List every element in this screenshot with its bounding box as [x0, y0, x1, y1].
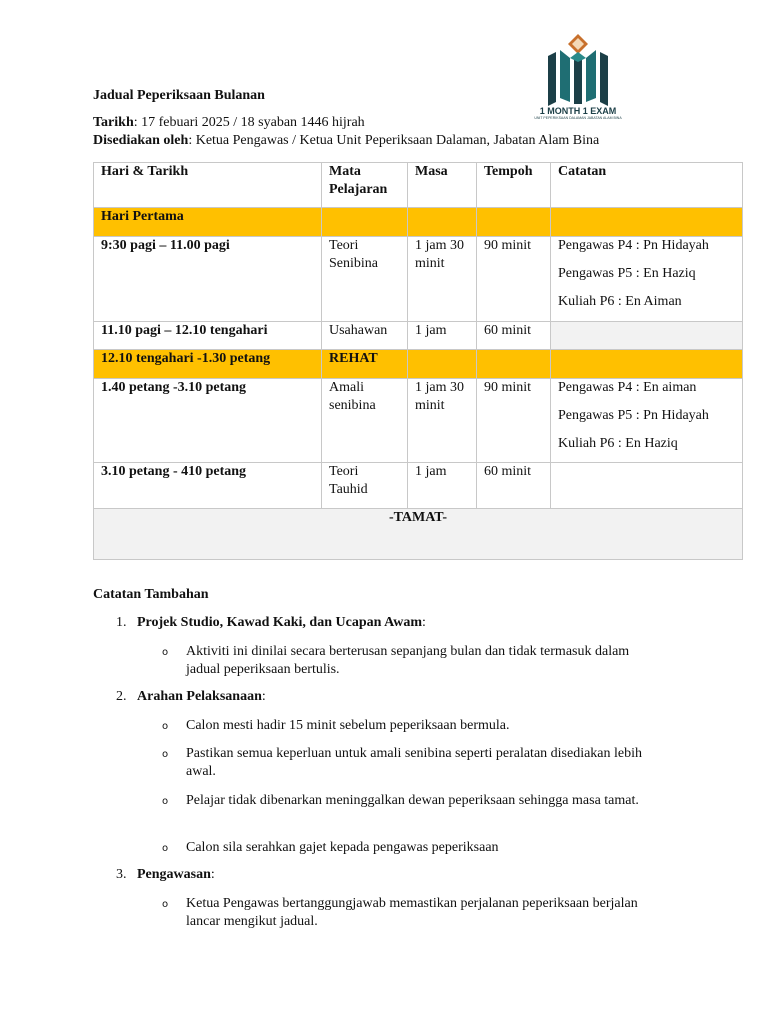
bullet-text: Aktiviti ini dinilai secara berterusan sepanjang bulan dan tidak termasuk dalam jadual peperiksaan bertulis. — [186, 644, 630, 677]
bullet-icon: o — [162, 647, 169, 658]
subject-cell: Teori Tauhid — [322, 463, 408, 509]
section-heading: Arahan Pelaksanaan — [137, 689, 262, 704]
section-number: 2. — [116, 689, 127, 704]
prepared-value: : Ketua Pengawas / Ketua Unit Peperiksaan Dalaman, Jabatan Alam Bina — [188, 133, 600, 148]
note-line: Kuliah P6 : En Aiman — [558, 294, 682, 309]
subject-cell: Teori Senibina — [322, 237, 408, 322]
notes-cell — [551, 237, 743, 322]
bullet-text: Pelajar tidak dibenarkan meninggalkan dewan peperiksaan sehingga masa tamat. — [186, 793, 639, 808]
note-line: Pengawas P4 : Pn Hidayah — [558, 238, 709, 253]
time-cell: 9:30 pagi – 11.00 pagi — [94, 237, 322, 322]
duration-cell: 1 jam — [408, 463, 477, 509]
section-suffix: : — [261, 689, 266, 704]
time-cell: 12.10 tengahari -1.30 petang — [94, 350, 322, 379]
logo-emblem-icon — [528, 32, 628, 106]
page-title: Jadual Peperiksaan Bulanan — [93, 88, 265, 103]
column-header: Masa — [408, 163, 477, 208]
note-line: Pengawas P5 : En Haziq — [558, 266, 696, 281]
note-line: Kuliah P6 : En Haziq — [558, 436, 678, 451]
column-header: Hari & Tarikh — [94, 163, 322, 208]
date-label: Tarikh — [93, 115, 134, 130]
bullet-icon: o — [162, 899, 169, 910]
subject-cell: Usahawan — [322, 322, 408, 350]
prepared-label: Disediakan oleh — [93, 133, 189, 148]
end-row — [94, 509, 743, 560]
column-header: Tempoh — [477, 163, 551, 208]
date-value: : 17 febuari 2025 / 18 syaban 1446 hijrah — [133, 115, 365, 130]
subject-cell: Amali senibina — [322, 379, 408, 463]
duration-cell: 1 jam 30 minit — [408, 379, 477, 463]
bullet-text: Calon sila serahkan gajet kepada pengawas peperiksaan — [186, 840, 499, 855]
section-suffix: : — [421, 615, 426, 630]
section-suffix: : — [210, 867, 215, 882]
section-number: 3. — [116, 867, 127, 882]
bullet-text: Pastikan semua keperluan untuk amali senibina seperti peralatan disediakan lebih awal. — [186, 746, 643, 779]
schedule-table — [93, 162, 743, 560]
tempoh-cell: 60 minit — [477, 463, 551, 509]
time-cell: 3.10 petang - 410 petang — [94, 463, 322, 509]
notes-section-heading — [116, 867, 215, 883]
end-label: -TAMAT- — [94, 509, 743, 560]
exam-logo — [528, 32, 628, 126]
table-row — [94, 322, 743, 350]
bullet-icon: o — [162, 749, 169, 760]
notes-cell — [551, 322, 743, 350]
logo-subtext: UNIT PEPERIKSAAN DALAMAN JABATAN ALAM BINA — [534, 116, 622, 120]
bullet-icon: o — [162, 796, 169, 807]
tempoh-cell: 90 minit — [477, 237, 551, 322]
notes-cell — [551, 463, 743, 509]
bullet-icon: o — [162, 843, 169, 854]
note-line: Pengawas P4 : En aiman — [558, 380, 697, 395]
column-header: Mata Pelajaran — [322, 163, 408, 208]
notes-section-heading — [116, 615, 426, 631]
notes-section-heading — [116, 689, 266, 705]
duration-cell: 1 jam 30 minit — [408, 237, 477, 322]
column-header: Catatan — [551, 163, 743, 208]
tempoh-cell: 60 minit — [477, 322, 551, 350]
logo-text: 1 MONTH 1 EXAM — [539, 106, 617, 116]
table-header-row — [94, 163, 743, 208]
table-row — [94, 379, 743, 463]
date-line — [93, 115, 365, 131]
bullet-text: Calon mesti hadir 15 minit sebelum peperiksaan bermula. — [186, 718, 510, 733]
prepared-line — [93, 133, 599, 149]
notes-cell — [551, 379, 743, 463]
break-row — [94, 350, 743, 379]
time-cell: 11.10 pagi – 12.10 tengahari — [94, 322, 322, 350]
section-number: 1. — [116, 615, 127, 630]
day-row — [94, 208, 743, 237]
bullet-icon: o — [162, 721, 169, 732]
bullet-text: Ketua Pengawas bertanggungjawab memastikan perjalanan peperiksaan berjalan lancar mengikut jadual. — [186, 896, 638, 929]
time-cell: 1.40 petang -3.10 petang — [94, 379, 322, 463]
day-label: Hari Pertama — [94, 208, 322, 237]
table-row — [94, 237, 743, 322]
duration-cell: 1 jam — [408, 322, 477, 350]
subject-cell: REHAT — [322, 350, 408, 379]
note-line: Pengawas P5 : Pn Hidayah — [558, 408, 709, 423]
section-heading: Projek Studio, Kawad Kaki, dan Ucapan Awam — [137, 615, 422, 630]
section-heading: Pengawasan — [137, 867, 211, 882]
table-row — [94, 463, 743, 509]
notes-title: Catatan Tambahan — [93, 587, 209, 602]
tempoh-cell: 90 minit — [477, 379, 551, 463]
